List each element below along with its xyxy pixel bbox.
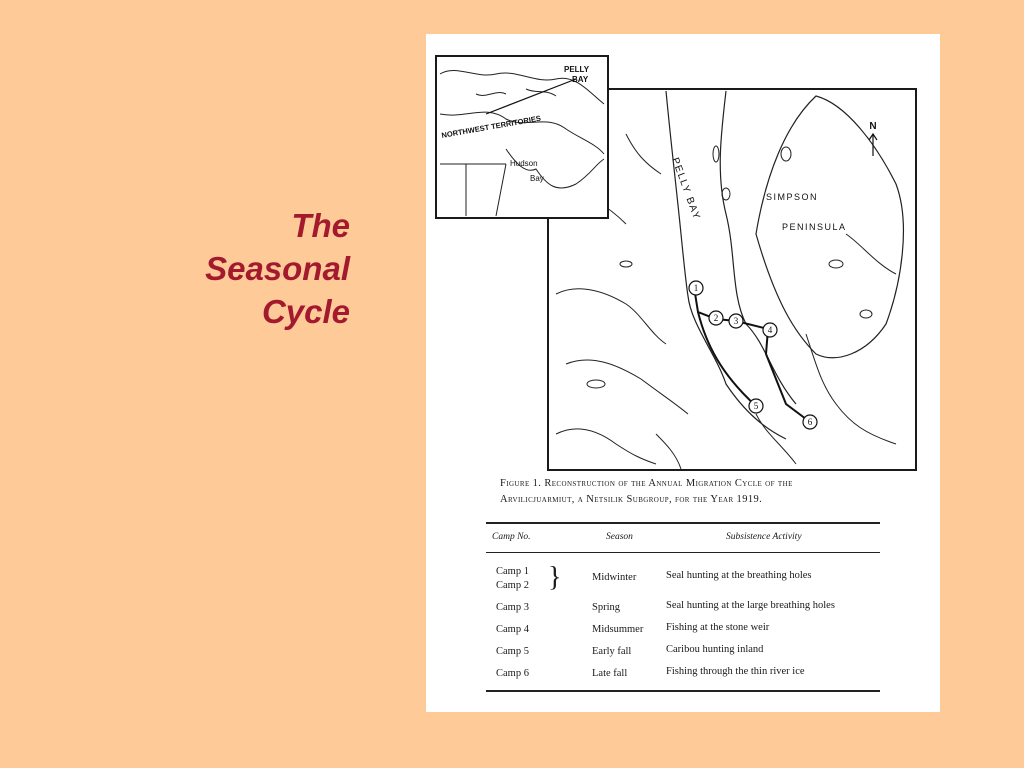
- row-season-5: Early fall: [592, 646, 632, 657]
- inset-hudson-label: Hudson: [510, 159, 538, 168]
- row-camp-1: Camp 1: [496, 566, 529, 577]
- table-top-rule: [486, 522, 880, 524]
- migration-map: [426, 34, 940, 474]
- inset-pelly-label: PELLY: [564, 65, 590, 74]
- inset-nwt-label: NORTHWEST TERRITORIES: [440, 113, 542, 140]
- row-activity-5: Caribou hunting inland: [666, 644, 764, 655]
- figure-caption: [500, 476, 900, 508]
- row-activity-6: Fishing through the thin river ice: [666, 666, 805, 677]
- row-season-2: Midwinter: [592, 572, 637, 583]
- row-season-3: Spring: [592, 602, 621, 613]
- header-activity: Subsistence Activity: [726, 532, 802, 542]
- header-season: Season: [606, 532, 633, 542]
- row-season-6: Late fall: [592, 668, 628, 679]
- header-camp: Camp No.: [492, 532, 531, 542]
- title-line-2: Seasonal: [205, 250, 350, 287]
- row-camp-2: Camp 2: [496, 580, 529, 591]
- figure-scan: [426, 34, 940, 712]
- camp-brace: }: [548, 562, 562, 593]
- title-line-3: Cycle: [261, 293, 350, 330]
- title-line-1: The: [291, 207, 350, 244]
- simpson-label: SIMPSON: [766, 192, 819, 202]
- bay-coastline: [666, 91, 786, 439]
- north-label: N: [869, 121, 877, 132]
- camp-marker-3-label: 3: [733, 316, 739, 326]
- camp-marker-4-label: 4: [767, 325, 773, 335]
- row-camp-6: Camp 6: [496, 668, 529, 679]
- inset-bay-label: BAY: [572, 75, 589, 84]
- pelly-bay-label: PELLY BAY: [669, 156, 703, 222]
- row-activity-4: Fishing at the stone weir: [666, 622, 770, 633]
- slide-title: [205, 204, 350, 333]
- table-bottom-rule: [486, 690, 880, 692]
- camp-marker-1-label: 1: [693, 283, 699, 293]
- table-header-rule: [486, 552, 880, 553]
- camp-marker-6-label: 6: [807, 417, 813, 427]
- north-arrow-icon: [869, 134, 877, 156]
- camp-marker-5-label: 5: [753, 401, 759, 411]
- caption-line-1: Figure 1. Reconstruction of the Annual Migration Cycle of the: [500, 478, 793, 489]
- row-camp-4: Camp 4: [496, 624, 529, 635]
- row-activity-3: Seal hunting at the large breathing holes: [666, 600, 835, 611]
- caption-line-2: Arvilicjuarmiut, a Netsilik Subgroup, for the Year 1919.: [500, 494, 763, 505]
- row-season-4: Midsummer: [592, 624, 644, 635]
- inset-hudson-bay-label: Bay: [530, 174, 544, 183]
- bay-coastline-east: [720, 91, 796, 404]
- peninsula-label: PENINSULA: [782, 222, 847, 232]
- row-camp-5: Camp 5: [496, 646, 529, 657]
- row-camp-3: Camp 3: [496, 602, 529, 613]
- lakes: [587, 146, 872, 388]
- row-activity-2: Seal hunting at the breathing holes: [666, 570, 812, 581]
- camp-marker-2-label: 2: [713, 313, 719, 323]
